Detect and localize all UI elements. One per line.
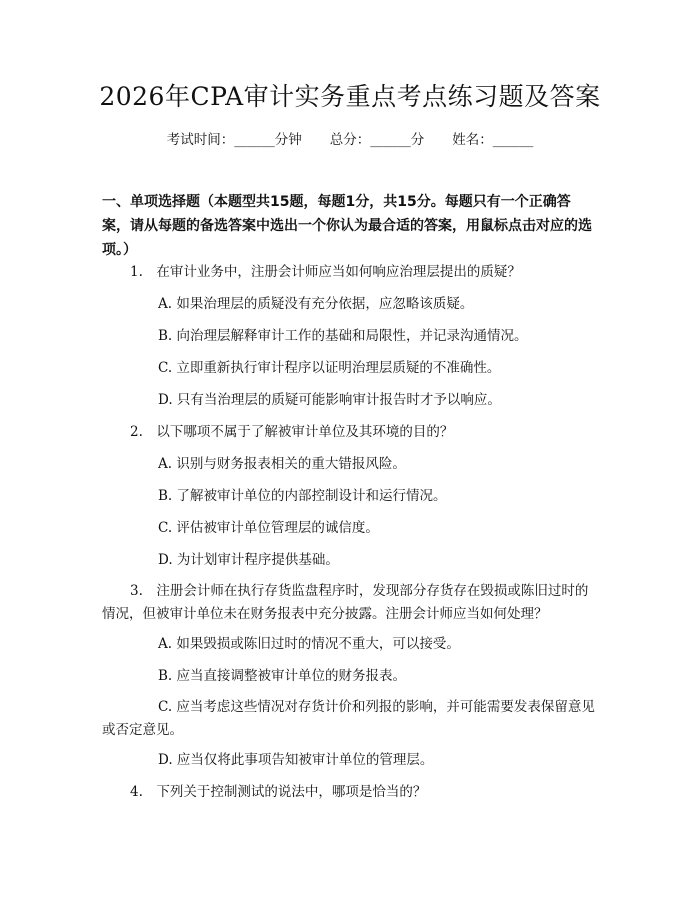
question-stem: 3. 注册会计师在执行存货监盘程序时，发现部分存货存在毁损或陈旧过时的情况，但被审计单位未在财务报表中充分披露。注册会计师应当如何处理？ [102, 583, 589, 622]
answer-option[interactable]: C. 应当考虑这些情况对存货计价和列报的影响，并可能需要发表保留意见或否定意见。 [102, 699, 595, 738]
question-stem: 4. 下列关于控制测试的说法中，哪项是恰当的？ [130, 784, 427, 800]
section-heading: 一、单项选择题（本题型共15题，每题1分，共15分。每题只有一个正确答案，请从每题的备选答案中选出一个你认为最合适的答案，用鼠标点击对应的选项。） [102, 194, 592, 258]
answer-option[interactable]: A. 如果毁损或陈旧过时的情况不重大，可以接受。 [158, 636, 460, 652]
answer-option[interactable]: D. 只有当治理层的质疑可能影响审计报告时才予以响应。 [158, 392, 501, 408]
name-field: 姓名：______ [452, 132, 534, 148]
answer-option[interactable]: C. 评估被审计单位管理层的诚信度。 [158, 520, 379, 536]
exam-time-field: 考试时间：______分钟 [166, 132, 302, 148]
answer-option[interactable]: B. 了解被审计单位的内部控制设计和运行情况。 [158, 488, 447, 504]
answer-option[interactable]: B. 应当直接调整被审计单位的财务报表。 [158, 668, 407, 684]
question-stem: 2. 以下哪项不属于了解被审计单位及其环境的目的？ [130, 424, 454, 440]
page-title: 2026年CPA审计实务重点考点练习题及答案 [99, 82, 601, 111]
answer-option[interactable]: C. 立即重新执行审计程序以证明治理层质疑的不准确性。 [158, 360, 501, 376]
answer-option[interactable]: A. 识别与财务报表相关的重大错报风险。 [158, 456, 406, 472]
answer-option[interactable]: D. 应当仅将此事项告知被审计单位的管理层。 [158, 752, 434, 768]
answer-option[interactable]: A. 如果治理层的质疑没有充分依据，应忽略该质疑。 [158, 296, 474, 312]
answer-option[interactable]: B. 向治理层解释审计工作的基础和局限性，并记录沟通情况。 [158, 328, 528, 344]
question-stem: 1. 在审计业务中，注册会计师应当如何响应治理层提出的质疑？ [130, 264, 521, 280]
exam-meta [0, 130, 700, 150]
total-score-field: 总分：______分 [329, 132, 425, 148]
answer-option[interactable]: D. 为计划审计程序提供基础。 [158, 552, 339, 568]
